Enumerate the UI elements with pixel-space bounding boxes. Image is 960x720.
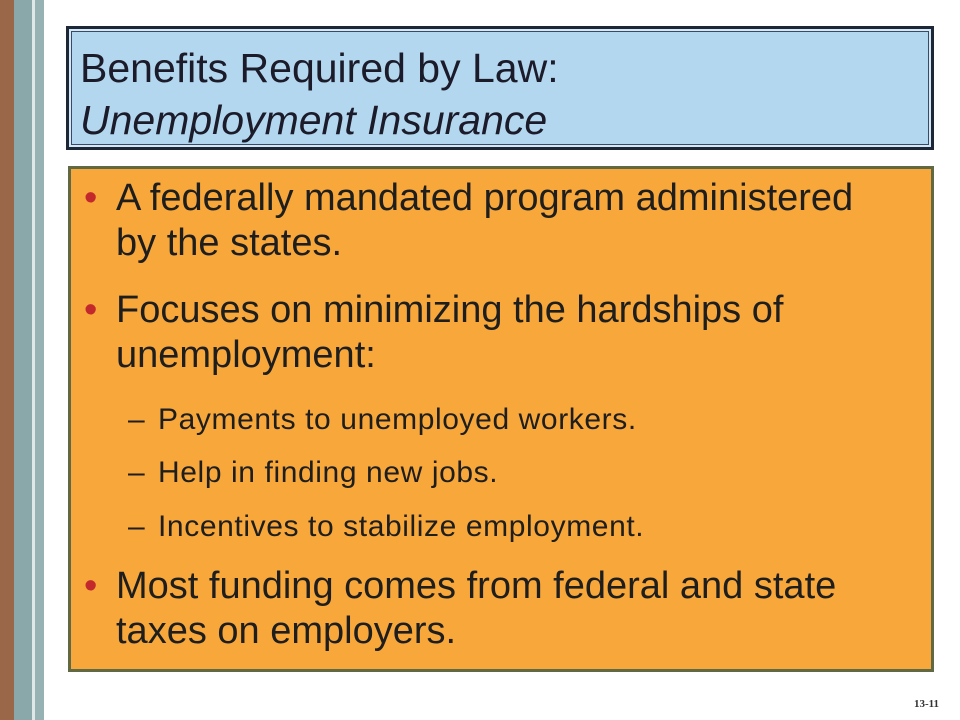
teal-side-stripe xyxy=(14,0,32,720)
bullet-text: Most funding comes from federal and state taxes on employers. xyxy=(116,565,837,652)
sub-bullet-dash: – xyxy=(128,510,145,543)
bullet-hardships xyxy=(84,288,880,378)
sub-bullet-dash: – xyxy=(128,456,145,489)
bullet-text: Focuses on minimizing the hardships of unemployment: xyxy=(116,289,784,376)
page-number: 13-11 xyxy=(914,698,940,710)
bullet-marker: • xyxy=(84,289,98,331)
sub-bullet-incentives xyxy=(128,509,644,545)
teal-inner-side-stripe xyxy=(35,0,44,720)
sub-bullet-new-jobs xyxy=(128,455,498,491)
slide-subtitle: Unemployment Insurance xyxy=(80,97,548,143)
bullet-federal-program xyxy=(84,176,880,266)
brown-side-stripe xyxy=(0,0,14,720)
bullet-marker: • xyxy=(84,177,98,219)
sub-bullet-text: Incentives to stabilize employment. xyxy=(158,510,645,543)
sub-bullet-dash: – xyxy=(128,403,145,436)
bullet-marker: • xyxy=(84,565,98,607)
slide-title: Benefits Required by Law: xyxy=(80,45,559,91)
sub-bullet-payments xyxy=(128,402,637,438)
bullet-funding xyxy=(84,564,880,654)
sub-bullet-text: Payments to unemployed workers. xyxy=(158,403,637,436)
bullet-text: A federally mandated program administered by the states. xyxy=(116,177,854,264)
title-box xyxy=(66,26,934,150)
sub-bullet-text: Help in finding new jobs. xyxy=(158,456,499,489)
